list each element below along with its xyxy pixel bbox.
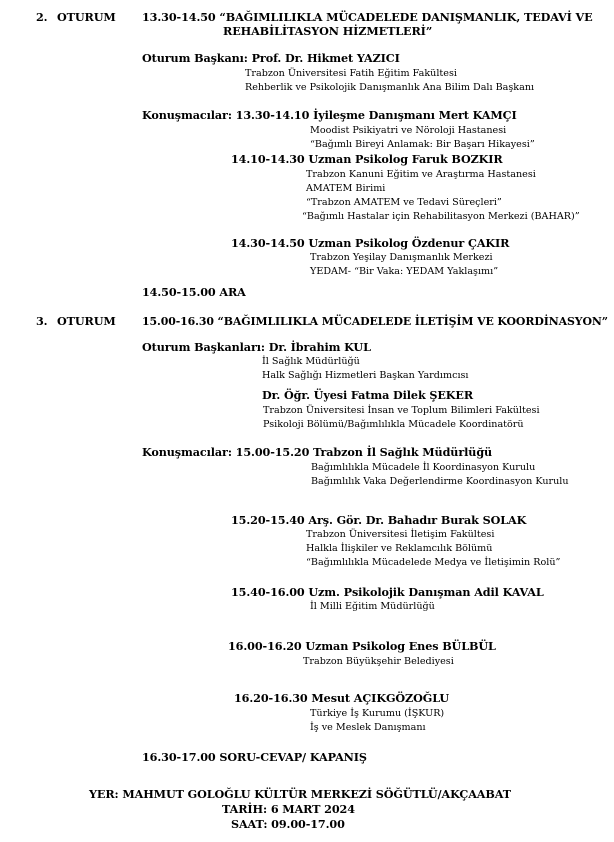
session3-speaker4-affiliation: Trabzon Büyükşehir Belediyesi xyxy=(303,656,454,667)
session3-speaker5-affiliation: Türkiye İş Kurumu (İŞKUR) xyxy=(310,708,445,719)
session3-chair2: Dr. Öğr. Üyesi Fatma Dilek ŞEKER xyxy=(262,388,474,402)
session2-chair-title: Rehberlik ve Psikolojik Danışmanlık Ana Bilim Dalı Başkanı xyxy=(245,82,535,93)
session2-speaker3-affiliation: Trabzon Yeşilay Danışmanlık Merkezi xyxy=(310,252,493,263)
session2-chair: Oturum Başkanı: Prof. Dr. Hikmet YAZICI xyxy=(142,51,400,65)
session2-speaker2-affiliation: Trabzon Kanuni Eğitim ve Araştırma Hastanesi xyxy=(306,169,536,180)
session2-speaker3-talk: YEDAM- “Bir Vaka: YEDAM Yaklaşımı” xyxy=(310,266,499,277)
session3-speaker4: 16.00-16.20 Uzman Psikolog Enes BÜLBÜL xyxy=(228,639,496,653)
session3-closing: 16.30-17.00 SORU-CEVAP/ KAPANIŞ xyxy=(142,750,367,764)
footer-place: YER: MAHMUT GOLOĞLU KÜLTÜR MERKEZİ SÖĞÜTLÜ/AKÇAABAT xyxy=(89,787,511,801)
session3-speaker2-affiliation: Trabzon Üniversitesi İletişim Fakültesi xyxy=(306,529,495,540)
session3-speakers-heading: Konuşmacılar: 15.00-15.20 Trabzon İl Sağlık Müdürlüğü xyxy=(142,445,493,459)
session2-speaker2-talk2: “Bağımlı Hastalar için Rehabilitasyon Merkezi (BAHAR)” xyxy=(302,211,580,222)
session2-break: 14.50-15.00 ARA xyxy=(142,285,246,299)
session3-speaker5: 16.20-16.30 Mesut AÇIKGÖZOĞLU xyxy=(234,691,450,705)
session2-speakers-heading: Konuşmacılar: 13.30-14.10 İyileşme Danışmanı Mert KAMÇI xyxy=(142,108,517,122)
session3-label: OTURUM xyxy=(57,314,116,328)
session3-chair2-affiliation: Trabzon Üniversitesi İnsan ve Toplum Bilimleri Fakültesi xyxy=(263,405,540,416)
session3-number: 3. xyxy=(36,314,48,328)
session3-speaker2-talk: “Bağımlılıkla Mücadelede Medya ve İletişimin Rolü” xyxy=(306,557,561,568)
session2-speaker1-affiliation: Moodist Psikiyatri ve Nöroloji Hastanesi xyxy=(310,125,507,136)
session3-speaker1-line2: Bağımlılık Vaka Değerlendirme Koordinasyon Kurulu xyxy=(311,476,569,487)
session3-speaker5-title: İş ve Meslek Danışmanı xyxy=(310,722,426,733)
footer-date: TARİH: 6 MART 2024 xyxy=(222,802,355,816)
session3-speaker3-affiliation: İl Milli Eğitim Müdürlüğü xyxy=(310,601,435,612)
session2-label: OTURUM xyxy=(57,10,116,24)
session2-chair-affiliation: Trabzon Üniversitesi Fatih Eğitim Fakültesi xyxy=(245,68,457,79)
session3-speaker1-line1: Bağımlılıkla Mücadele İl Koordinasyon Kurulu xyxy=(311,462,536,473)
session3-chair1-title: Halk Sağlığı Hizmetleri Başkan Yardımcısı xyxy=(262,370,469,381)
session2-title: 13.30-14.50 “BAĞIMLILIKLA MÜCADELEDE DANIŞMANLIK, TEDAVİ VE xyxy=(142,10,593,24)
session3-speaker3: 15.40-16.00 Uzm. Psikolojik Danışman Adil KAVAL xyxy=(231,585,544,599)
session3-speaker2-dept: Halkla İlişkiler ve Reklamcılık Bölümü xyxy=(306,543,493,554)
session2-title-cont: REHABİLİTASYON HİZMETLERİ” xyxy=(223,24,433,38)
session2-speaker2-talk1: “Trabzon AMATEM ve Tedavi Süreçleri” xyxy=(306,197,502,208)
session3-chair1-affiliation: İl Sağlık Müdürlüğü xyxy=(262,356,360,367)
session3-title: 15.00-16.30 “BAĞIMLILIKLA MÜCADELEDE İLETİŞİM VE KOORDİNASYON” xyxy=(142,314,608,328)
session2-speaker1-talk: “Bağımlı Bireyi Anlamak: Bir Başarı Hikayesi” xyxy=(310,139,535,150)
session2-number: 2. xyxy=(36,10,48,24)
session2-speaker2: 14.10-14.30 Uzman Psikolog Faruk BOZKIR xyxy=(231,152,503,166)
session2-speaker3: 14.30-14.50 Uzman Psikolog Özdenur ÇAKIR xyxy=(231,236,510,250)
session3-chair2-title: Psikoloji Bölümü/Bağımlılıkla Mücadele Koordinatörü xyxy=(263,419,524,430)
footer-time: SAAT: 09.00-17.00 xyxy=(231,817,345,831)
session3-chairs: Oturum Başkanları: Dr. İbrahim KUL xyxy=(142,340,371,354)
session3-speaker2: 15.20-15.40 Arş. Gör. Dr. Bahadır Burak SOLAK xyxy=(231,513,527,527)
session2-speaker2-unit: AMATEM Birimi xyxy=(306,183,386,194)
